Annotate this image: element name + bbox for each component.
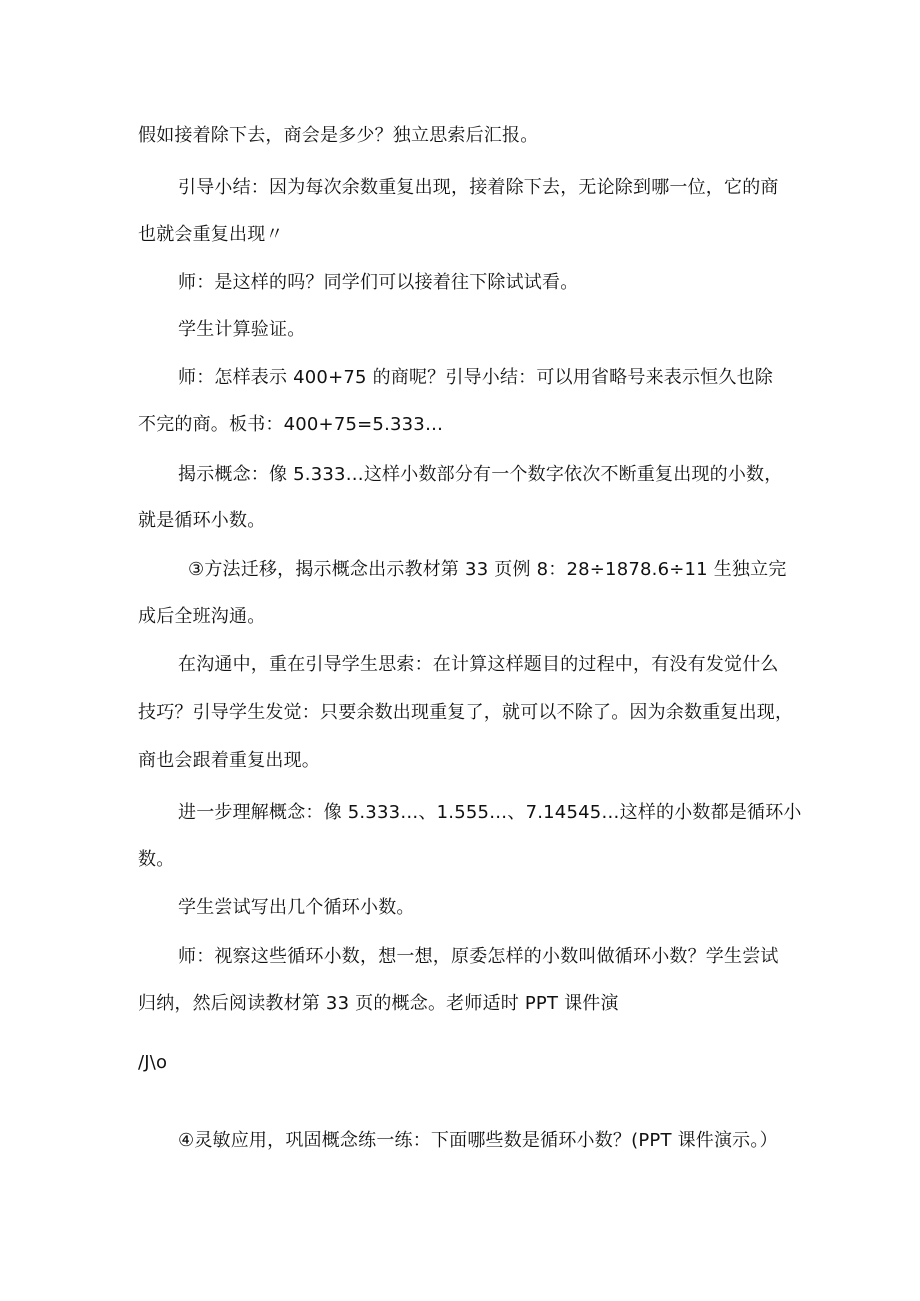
text-line: ③方法迁移，揭示概念出示教材第 33 页例 8：28÷1878.6÷11 生独立完 — [188, 559, 787, 580]
text-line: 在沟通中，重在引导学生思索：在计算这样题目的过程中，有没有发觉什么 — [178, 654, 779, 675]
text-line: 就是循环小数。 — [138, 510, 266, 531]
text-line: 学生计算验证。 — [178, 319, 306, 340]
text-line: 学生尝试写出几个循环小数。 — [178, 897, 415, 918]
text-line: /J\o — [138, 1052, 168, 1073]
text-line: 师：是这样的吗？同学们可以接着往下除试试看。 — [178, 272, 579, 293]
text-line: 技巧？引导学生发觉：只要余数出现重复了，就可以不除了。因为余数重复出现， — [138, 702, 794, 723]
text-line: ④灵敏应用，巩固概念练一练：下面哪些数是循环小数？(PPT 课件演示。） — [178, 1130, 778, 1151]
text-line: 也就会重复出现〃 — [138, 224, 284, 245]
text-line: 师：怎样表示 400+75 的商呢？引导小结：可以用省略号来表示恒久也除 — [178, 367, 773, 388]
text-line: 商也会跟着重复出现。 — [138, 750, 320, 771]
text-line: 数。 — [138, 849, 175, 870]
text-line: 引导小结：因为每次余数重复出现，接着除下去，无论除到哪一位，它的商 — [178, 177, 779, 198]
text-line: 进一步理解概念：像 5.333…、1.555…、7.14545…这样的小数都是循环小 — [178, 802, 802, 823]
text-line: 不完的商。板书：400+75=5.333… — [138, 414, 444, 435]
text-line: 师：视察这些循环小数，想一想，原委怎样的小数叫做循环小数？学生尝试 — [178, 946, 779, 967]
text-line: 揭示概念：像 5.333…这样小数部分有一个数字依次不断重复出现的小数， — [178, 464, 783, 485]
text-line: 假如接着除下去，商会是多少？独立思索后汇报。 — [138, 125, 539, 146]
text-line: 归纳，然后阅读教材第 33 页的概念。老师适时 PPT 课件演 — [138, 993, 619, 1014]
text-line: 成后全班沟通。 — [138, 606, 266, 627]
